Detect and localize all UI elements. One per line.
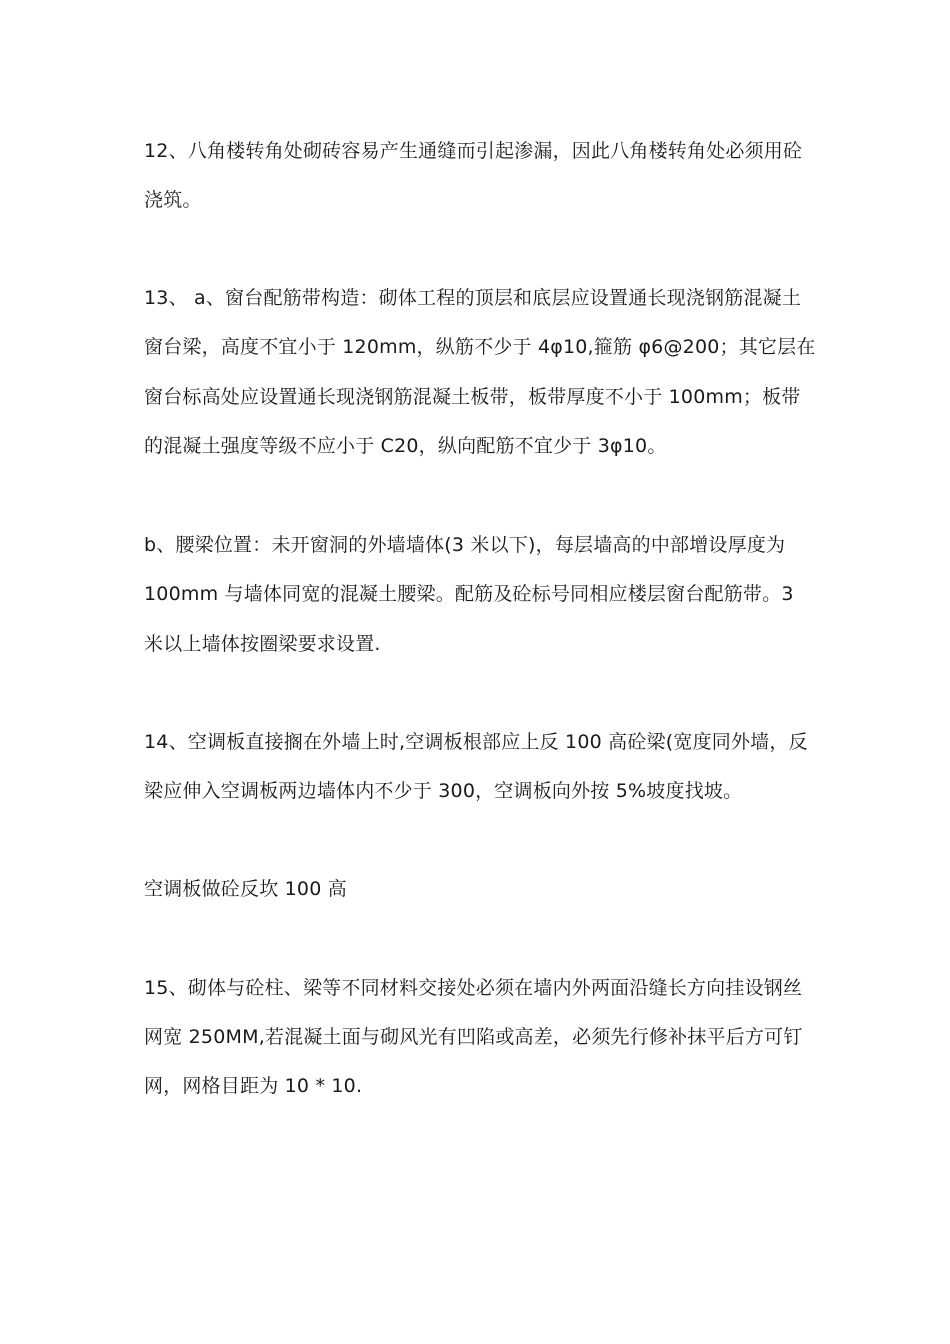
paragraph-12-line-2: 浇筑。	[144, 189, 202, 211]
paragraph-13b-line-2: 100mm 与墙体同宽的混凝土腰梁。配筋及砼标号同相应楼层窗台配筋带。3	[144, 583, 794, 605]
paragraph-13a-line-4: 的混凝土强度等级不应小于 C20，纵向配筋不宜少于 3φ10。	[144, 435, 667, 457]
paragraph-14-line-2: 梁应伸入空调板两边墙体内不少于 300，空调板向外按 5%坡度找坡。	[144, 780, 743, 802]
paragraph-13a-line-1: 13、 a、窗台配筋带构造：砌体工程的顶层和底层应设置通长现浇钢筋混凝土	[144, 287, 802, 309]
air-conditioner-slab-note: 空调板做砼反坎 100 高	[144, 878, 347, 900]
paragraph-13b-line-3: 米以上墙体按圈梁要求设置.	[144, 633, 381, 655]
paragraph-15-line-1: 15、砌体与砼柱、梁等不同材料交接处必须在墙内外两面沿缝长方向挂设钢丝	[144, 977, 803, 999]
paragraph-12-line-1: 12、八角楼转角处砌砖容易产生通缝而引起渗漏，因此八角楼转角处必须用砼	[144, 140, 803, 162]
paragraph-13a-line-3: 窗台标高处应设置通长现浇钢筋混凝土板带，板带厚度不小于 100mm；板带	[144, 386, 801, 408]
paragraph-15-line-3: 网，网格目距为 10 * 10.	[144, 1075, 363, 1097]
paragraph-13b-line-1: b、腰梁位置：未开窗洞的外墙墙体(3 米以下)，每层墙高的中部增设厚度为	[144, 534, 786, 556]
paragraph-14-line-1: 14、空调板直接搁在外墙上时,空调板根部应上反 100 高砼梁(宽度同外墙，反	[144, 731, 808, 753]
paragraph-15-line-2: 网宽 250MM,若混凝土面与砌风光有凹陷或高差，必须先行修补抹平后方可钉	[144, 1026, 803, 1048]
paragraph-13a-line-2: 窗台梁，高度不宜小于 120mm，纵筋不少于 4φ10,箍筋 φ6@200；其它层在	[144, 336, 816, 358]
